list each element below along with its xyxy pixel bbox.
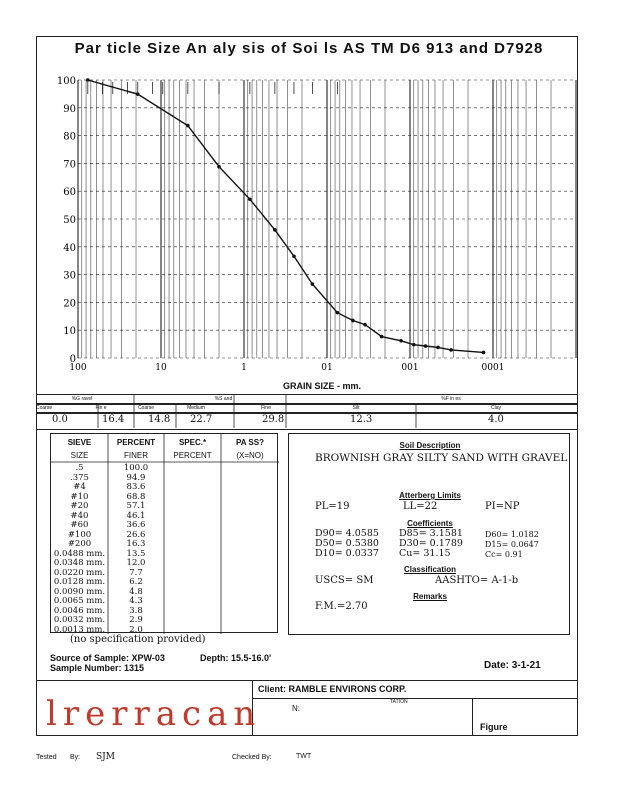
table-row xyxy=(51,474,164,484)
sieve-size: #4 xyxy=(73,482,86,492)
data-point xyxy=(217,165,221,169)
x-tick-label: 0001 xyxy=(481,363,505,373)
sieve-table xyxy=(50,433,278,633)
data-point xyxy=(136,92,140,96)
pass-subheader: (X=NO) xyxy=(236,451,264,460)
data-point xyxy=(412,343,416,347)
table-row xyxy=(51,502,164,512)
x-tick-label: 100 xyxy=(69,363,87,373)
d50: D50= 0.5380 xyxy=(315,538,379,549)
data-point xyxy=(292,254,296,258)
sieve-size: 0.0348 mm. xyxy=(53,558,106,568)
sieve-size: 0.0013 mm. xyxy=(53,624,106,635)
sample-date: Date: 3-1-21 xyxy=(484,660,541,671)
percent-header: PERCENT xyxy=(116,438,156,447)
data-point xyxy=(186,124,190,128)
percent-finer: 6.2 xyxy=(129,577,143,587)
table-row xyxy=(51,464,164,474)
data-point xyxy=(436,346,440,350)
sieve-size: 0.0046 mm. xyxy=(53,605,106,616)
sand-header: %S and xyxy=(214,396,233,402)
footer-divider xyxy=(36,680,578,681)
sieve-size: #100 xyxy=(67,529,92,540)
fine-gravel-subheader: Fin e xyxy=(95,405,107,411)
finer-subheader: FINER xyxy=(124,451,148,460)
coarse-gravel-value: 0.0 xyxy=(52,414,68,425)
classification-title: Classification xyxy=(403,565,456,574)
y-tick-label: 10 xyxy=(63,326,76,338)
table-row xyxy=(51,483,164,493)
fine-sand-value: 29.8 xyxy=(262,414,285,425)
d85: D85= 3.1581 xyxy=(399,528,463,539)
sieve-rows xyxy=(51,464,164,635)
y-tick-label: 50 xyxy=(63,215,76,226)
y-tick-label: 100 xyxy=(56,76,76,87)
remarks-title: Remarks xyxy=(413,592,447,601)
soil-description-title: Soil Description xyxy=(399,441,461,450)
fine-sand-subheader: Fine xyxy=(261,405,271,411)
data-point xyxy=(380,335,384,339)
sieve-size: .5 xyxy=(75,463,84,473)
spec-footnote: (no specification provided) xyxy=(70,634,206,645)
sieve-size: #20 xyxy=(70,501,89,511)
sieve-size: #10 xyxy=(70,491,89,502)
percent-finer: 3.8 xyxy=(129,605,143,616)
y-tick-label: 30 xyxy=(63,270,76,282)
data-point xyxy=(449,348,453,352)
y-tick-label: 80 xyxy=(63,131,76,143)
fines-header: %F in es xyxy=(441,396,461,402)
coarse-sand-value: 14.8 xyxy=(148,414,171,425)
company-logo: lrerracan xyxy=(46,694,262,734)
percent-finer: 12.0 xyxy=(126,558,146,568)
gravel-header: %G ravel xyxy=(71,396,93,402)
x-tick-label: 01 xyxy=(321,363,333,373)
sieve-size: 0.0065 mm. xyxy=(53,596,106,606)
percent-finer: 4.3 xyxy=(129,596,143,606)
uscs: USCS= SM xyxy=(315,575,374,586)
sieve-size: 0.0090 mm. xyxy=(53,586,106,597)
percent-finer: 7.7 xyxy=(129,567,143,578)
report-title: Par ticle Size An aly sis of Soi ls AS TM D6 913 and D7928 xyxy=(74,40,544,57)
percent-finer: 36.6 xyxy=(126,520,146,530)
coefficients-title: Coefficients xyxy=(407,519,453,528)
sample-number: Sample Number: 1315 xyxy=(50,663,145,673)
sample-depth: Depth: 15.5-16.0' xyxy=(200,653,272,663)
d30: D30= 0.1789 xyxy=(399,538,463,549)
percent-finer: 16.3 xyxy=(126,539,146,549)
sieve-header: SIEVE xyxy=(67,438,92,447)
table-row xyxy=(51,493,164,503)
x-tick-label: 001 xyxy=(401,363,419,373)
silt-value: 12.3 xyxy=(350,414,373,425)
sieve-size: 0.0032 mm. xyxy=(53,615,106,625)
data-point xyxy=(351,319,355,323)
fraction-grid xyxy=(36,394,578,428)
size-subheader: SIZE xyxy=(70,451,89,460)
project-line: N: xyxy=(292,704,300,713)
data-point xyxy=(336,311,340,315)
coarse-sand-subheader: Coarse xyxy=(137,405,155,411)
sieve-size: #40 xyxy=(70,510,89,521)
tested-label: Tested xyxy=(36,754,57,761)
x-tick-label: 10 xyxy=(155,363,167,373)
data-point xyxy=(482,351,486,355)
y-tick-label: 0 xyxy=(69,354,76,365)
data-point xyxy=(399,339,403,343)
d15: D15= 0.0647 xyxy=(485,540,539,549)
y-tick-label: 40 xyxy=(63,242,76,254)
percent-finer: 94.9 xyxy=(126,472,146,483)
sieve-size: #200 xyxy=(67,539,92,549)
cu: Cu= 31.15 xyxy=(399,548,451,559)
percent-finer: 57.1 xyxy=(126,501,146,511)
spec-header: SPEC.* xyxy=(178,438,207,447)
y-tick-label: 60 xyxy=(63,187,76,199)
client: Client: RAMBLE ENVIRONS CORP. xyxy=(258,684,407,694)
gradation-curve xyxy=(88,80,484,352)
clay-subheader: Clay xyxy=(490,405,501,411)
sieve-size: 0.0128 mm. xyxy=(53,577,106,587)
x-axis-label: GRAIN SIZE - mm. xyxy=(283,381,362,391)
percent-finer: 46.1 xyxy=(126,510,146,521)
liquid-limit: LL=22 xyxy=(403,501,438,512)
sieve-size: .375 xyxy=(70,472,89,483)
d10: D10= 0.0337 xyxy=(315,548,379,559)
percent-finer: 83.6 xyxy=(126,482,146,492)
percent-finer: 100.0 xyxy=(123,463,149,473)
data-point xyxy=(86,78,90,82)
sieve-size: #60 xyxy=(70,520,89,530)
tested-by-label: By: xyxy=(70,754,81,761)
percent-finer: 2.0 xyxy=(129,624,143,635)
sieve-size: 0.0488 mm. xyxy=(53,548,106,559)
y-tick-label: 70 xyxy=(63,159,76,171)
coarse-gravel-subheader: Coarse xyxy=(36,405,53,411)
clay-value: 4.0 xyxy=(488,414,504,425)
spec-percent-subheader: PERCENT xyxy=(173,451,212,460)
sieve-size: 0.0220 mm. xyxy=(53,567,106,578)
percent-finer: 68.8 xyxy=(126,491,146,502)
figure-label: Figure xyxy=(480,722,508,732)
cc: Cc= 0.91 xyxy=(485,550,523,559)
percent-finer: 4.8 xyxy=(129,586,143,597)
footer-figure-divider xyxy=(472,698,473,736)
fine-gravel-value: 16.4 xyxy=(102,414,125,425)
sample-source: Source of Sample: XPW-03 xyxy=(50,653,165,663)
soil-description: BROWNISH GRAY SILTY SAND WITH GRAVEL xyxy=(315,452,568,464)
medium-sand-subheader: Medium xyxy=(187,405,205,411)
y-tick-label: 90 xyxy=(63,103,76,115)
percent-finer: 2.9 xyxy=(129,615,143,625)
data-point xyxy=(248,197,252,201)
data-point xyxy=(363,323,367,327)
checked-label: Checked By: xyxy=(232,754,272,761)
plasticity-index: PI=NP xyxy=(485,501,520,512)
atterberg-title: Atterberg Limits xyxy=(399,491,461,500)
plastic-limit: PL=19 xyxy=(315,501,350,512)
tested-initials: SJM xyxy=(96,752,115,762)
data-point xyxy=(311,282,315,286)
data-point xyxy=(424,344,428,348)
data-point xyxy=(273,228,277,232)
aashto: AASHTO= A-1-b xyxy=(435,575,519,586)
medium-sand-value: 22.7 xyxy=(190,414,213,425)
percent-finer: 13.5 xyxy=(126,548,146,559)
pass-header: PA SS? xyxy=(235,438,264,447)
footer-hdivider xyxy=(252,698,578,699)
percent-finer: 26.6 xyxy=(126,529,146,540)
location: TATION xyxy=(390,699,408,705)
remarks: F.M.=2.70 xyxy=(315,601,368,612)
checked-initials: TWT xyxy=(296,753,312,760)
table-row xyxy=(51,512,164,522)
d60: D60= 1.0182 xyxy=(485,530,539,539)
silt-subheader: Silt xyxy=(352,405,360,411)
x-tick-label: 1 xyxy=(241,363,247,373)
gradation-chart xyxy=(36,64,578,394)
d90: D90= 4.0585 xyxy=(315,528,379,539)
soil-panel xyxy=(288,433,570,635)
y-tick-label: 20 xyxy=(63,298,76,310)
